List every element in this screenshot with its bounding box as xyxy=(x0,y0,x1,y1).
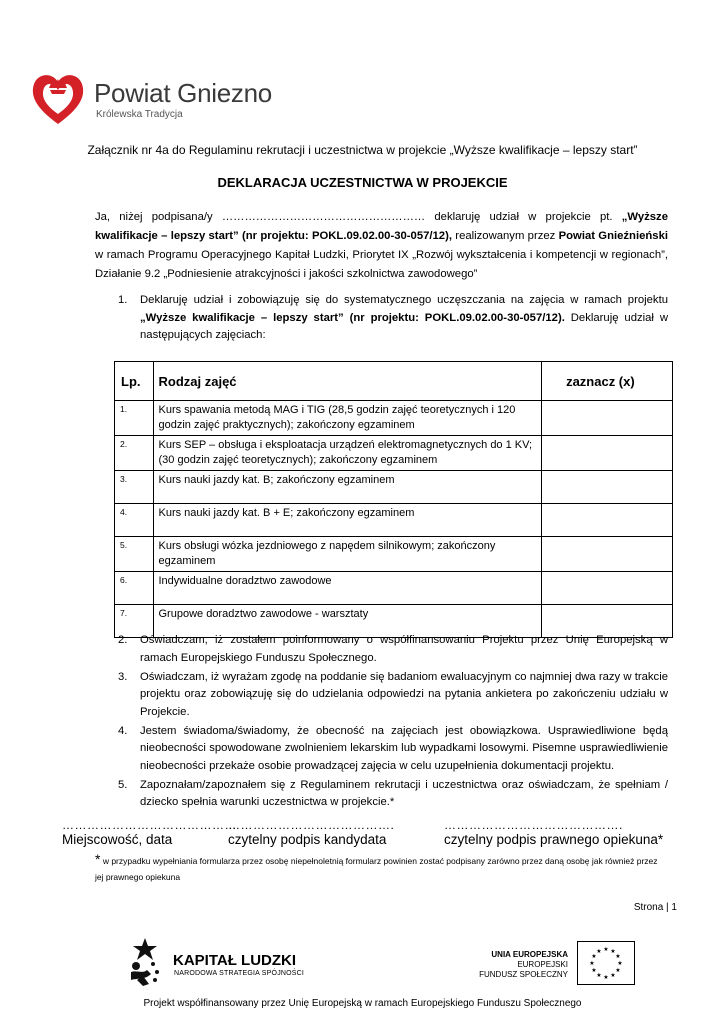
svg-text:★: ★ xyxy=(617,960,623,967)
kapital-ludzki-subtitle: NARODOWA STRATEGIA SPÓJNOŚCI xyxy=(174,970,305,977)
svg-text:★: ★ xyxy=(596,948,602,955)
course-name: Grupowe doradztwo zawodowe - warsztaty xyxy=(153,605,542,638)
list-item: 5. Zapoznałam/zapoznałem się z Regulaminem rekrutacji i uczestnictwa oraz oświadczam, że spełniam / dziecko spełnia warunki uczestnictwa w projekcie.* xyxy=(118,778,668,808)
table-row xyxy=(115,504,673,537)
svg-text:★: ★ xyxy=(615,953,621,960)
mark-cell[interactable] xyxy=(542,436,673,471)
table-row xyxy=(115,572,673,605)
intro-paragraph: Ja, niżej podpisana/y ……………………………………………… deklaruję udział w projekcie pt. „Wyższe kwalifikacje – lepszy start” (nr projektu: POKL.09.02.00-30-057/12), realizowanym przez Powiat Gnieźnieński w ramach Programu Operacyjnego Kapitał Ludzki, Priorytet IX „Rozwój wykształcenia i kompetencji w regionach”, Działanie 9.2 „Podniesienie atrakcyjności i jakości szkolnictwa zawodowego” xyxy=(95,211,668,280)
point-number: 1. xyxy=(118,294,128,306)
row-number: 6. xyxy=(115,572,154,605)
mark-cell[interactable] xyxy=(542,572,673,605)
list-item: 2. Oświadczam, iż zostałem poinformowany o współfinansowaniu Projektu przez Unię Europejską w ramach Europejskiego Funduszu Społecznego. xyxy=(118,634,668,664)
svg-text:★: ★ xyxy=(596,972,602,979)
table-row xyxy=(115,537,673,572)
courses-table xyxy=(114,361,673,638)
kapital-ludzki-icon xyxy=(127,936,163,988)
eu-flag-icon xyxy=(577,941,635,985)
table-row xyxy=(115,471,673,504)
svg-text:★: ★ xyxy=(615,967,621,974)
row-number: 4. xyxy=(115,504,154,537)
kapital-ludzki-title: KAPITAŁ LUDZKI xyxy=(173,952,297,969)
table-header-row xyxy=(115,362,673,401)
svg-text:★: ★ xyxy=(610,972,616,979)
row-number: 3. xyxy=(115,471,154,504)
course-name: Kurs nauki jazdy kat. B; zakończony egzaminem xyxy=(153,471,542,504)
date-signature-line[interactable]: …………………………………… xyxy=(62,818,237,832)
eu-label: UNIA EUROPEJSKA EUROPEJSKI FUNDUSZ SPOŁECZNY xyxy=(479,950,568,979)
table-row xyxy=(115,401,673,436)
mark-cell[interactable] xyxy=(542,471,673,504)
row-number: 7. xyxy=(115,605,154,638)
page-number: Strona | 1 xyxy=(633,902,677,913)
row-number: 1. xyxy=(115,401,154,436)
course-name: Kurs nauki jazdy kat. B + E; zakończony egzaminem xyxy=(153,504,542,537)
logo-title: Powiat Gniezno xyxy=(94,78,272,108)
header-course-type: Rodzaj zajęć xyxy=(153,362,542,401)
mark-cell[interactable] xyxy=(542,401,673,436)
candidate-signature-line[interactable]: …………………………………. xyxy=(228,818,395,832)
course-name: Indywidualne doradztwo zawodowe xyxy=(153,572,542,605)
row-number: 2. xyxy=(115,436,154,471)
list-item: 3. Oświadczam, iż wyrażam zgodę na poddanie się badaniom ewaluacyjnym co najmniej dwa razy w trakcie projektu oraz zobowiązuję się do udzielania odpowiedzi na pytania ankietera po zakończeniu udziału w Projekcie. xyxy=(118,670,668,718)
powiat-logo-icon xyxy=(30,68,86,128)
guardian-signature-label: czytelny podpis prawnego opiekuna* xyxy=(444,832,664,847)
mark-cell[interactable] xyxy=(542,537,673,572)
svg-text:★: ★ xyxy=(591,953,597,960)
header-mark: zaznacz (x) xyxy=(542,362,673,401)
guardian-signature-line[interactable]: ……………………………………. xyxy=(444,818,623,832)
svg-text:★: ★ xyxy=(589,960,595,967)
course-name: Kurs SEP – obsługa i eksploatacja urządzeń elektromagnetycznych do 1 KV; (30 godzin zajęć teoretycznych); zakończony egzaminem xyxy=(153,436,542,471)
course-name: Kurs spawania metodą MAG i TIG (28,5 godzin zajęć teoretycznych i 120 godzin zajęć praktycznych); zakończony egzaminem xyxy=(153,401,542,436)
cofinancing-note: Projekt współfinansowany przez Unię Europejską w ramach Europejskiego Funduszu Społecznego xyxy=(143,998,582,1009)
svg-text:★: ★ xyxy=(610,948,616,955)
declaration-point-1: 1. Deklaruję udział i zobowiązuję się do systematycznego uczęszczania na zajęcia w ramach projektu „Wyższe kwalifikacje – lepszy start” (nr projektu: POKL.09.02.00-30-057/12). Deklaruję udział w następujących zajęciach: xyxy=(118,294,669,341)
svg-text:★: ★ xyxy=(603,974,609,981)
date-label: Miejscowość, data xyxy=(62,832,173,847)
svg-text:★: ★ xyxy=(591,967,597,974)
table-row xyxy=(115,436,673,471)
mark-cell[interactable] xyxy=(542,504,673,537)
page-title: DEKLARACJA UCZESTNICTWA W PROJEKCIE xyxy=(217,175,508,190)
footnote: * w przypadku wypełniania formularza przez osobę niepełnoletnią formularz powinien zostać podpisany zarówno przez daną osobę jak również przez jej prawnego opiekuna xyxy=(95,851,658,882)
list-item: 4. Jestem świadoma/świadomy, że obecność na zajęciach jest obowiązkowa. Usprawiedliwione będą nieobecności spowodowane zwolnieniem lekarskim lub wypadkami losowymi. Pisemne usprawiedliwienie nieobecności przekaże osobie prowadzącej zajęcia w celu uzupełnienia dokumentacji projektu. xyxy=(118,724,668,772)
candidate-signature-label: czytelny podpis kandydata xyxy=(228,832,387,847)
declaration-points xyxy=(118,632,668,813)
course-name: Kurs obsługi wózka jezdniowego z napędem silnikowym; zakończony egzaminem xyxy=(153,537,542,572)
row-number: 5. xyxy=(115,537,154,572)
svg-text:★: ★ xyxy=(603,946,609,953)
header-lp: Lp. xyxy=(115,362,154,401)
attachment-note: Załącznik nr 4a do Regulaminu rekrutacji i uczestnictwa w projekcie „Wyższe kwalifikacje – lepszy start” xyxy=(87,143,638,157)
logo-tagline: Królewska Tradycja xyxy=(96,109,183,120)
